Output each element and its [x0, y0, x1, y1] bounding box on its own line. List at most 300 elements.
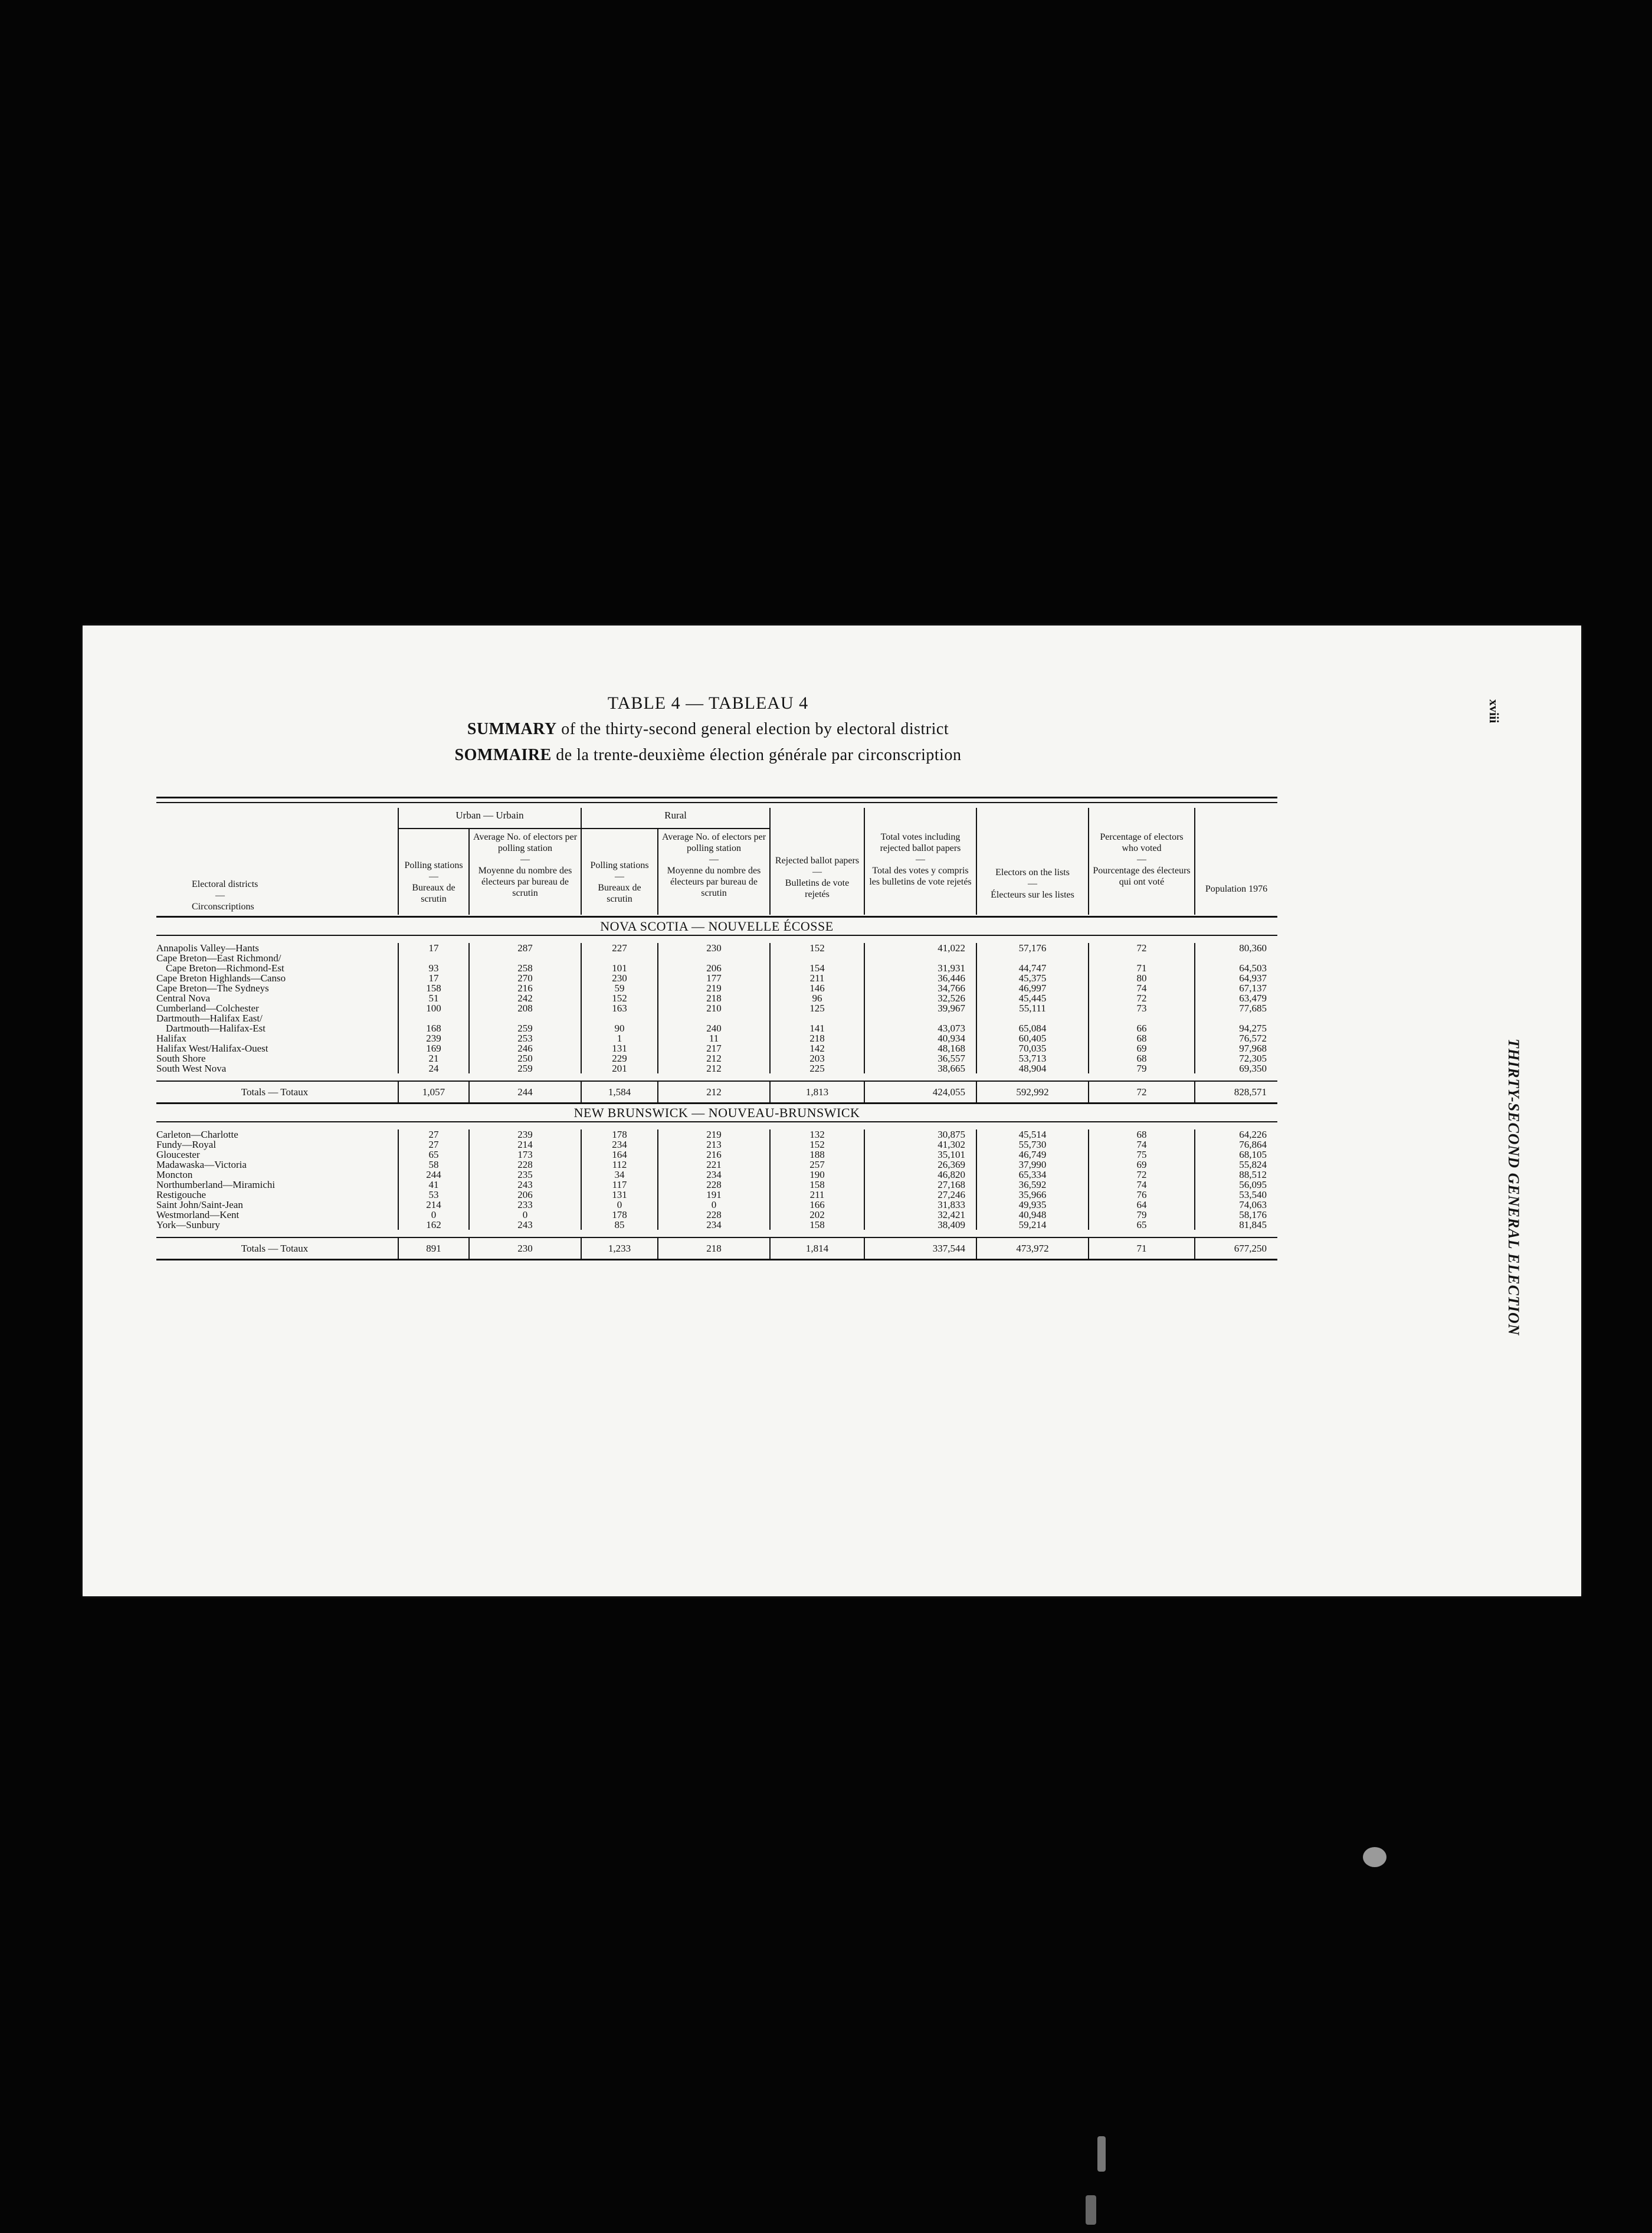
cell-population	[1195, 953, 1277, 963]
cell-rural-avg: 228	[658, 1180, 770, 1190]
cell-population: 67,137	[1195, 983, 1277, 993]
total-total-votes: 424,055	[864, 1081, 976, 1104]
cell-population: 94,275	[1195, 1023, 1277, 1033]
cell-population: 76,572	[1195, 1033, 1277, 1043]
cell-rejected: 142	[770, 1043, 864, 1053]
table-row	[156, 1003, 1277, 1013]
cell-urban-avg: 206	[469, 1190, 581, 1200]
cell-urban-avg: 253	[469, 1033, 581, 1043]
cell-rural-avg: 218	[658, 993, 770, 1003]
cell-urban-avg: 243	[469, 1180, 581, 1190]
summary-english: SUMMARY of the thirty-second general election by electoral district	[467, 720, 949, 738]
cell-total-votes: 41,022	[864, 943, 976, 953]
total-total-votes: 337,544	[864, 1237, 976, 1260]
cell-rural-avg: 221	[658, 1160, 770, 1170]
cell-rejected: 141	[770, 1023, 864, 1033]
cell-urban-avg: 243	[469, 1220, 581, 1230]
cell-pct: 80	[1089, 973, 1195, 983]
header-rejected: Rejected ballot papers — Bulletins de vote rejetés	[770, 808, 864, 915]
header-rural-average: Average No. of electors per polling station — Moyenne du nombre des électeurs par bureau de scrutin	[658, 829, 770, 915]
cell-urban-ps: 244	[398, 1170, 469, 1180]
cell-rural-avg: 234	[658, 1220, 770, 1230]
cell-rural-avg: 0	[658, 1200, 770, 1210]
cell-urban-ps: 53	[398, 1190, 469, 1200]
cell-total-votes: 43,073	[864, 1023, 976, 1033]
summary-french: SOMMAIRE de la trente-deuxième élection générale par circonscription	[454, 746, 962, 764]
total-rural-avg: 212	[658, 1081, 770, 1104]
cell-electors: 55,111	[976, 1003, 1089, 1013]
total-population: 828,571	[1195, 1081, 1277, 1104]
total-rejected: 1,814	[770, 1237, 864, 1260]
cell-total-votes: 30,875	[864, 1129, 976, 1140]
cell-pct: 72	[1089, 1170, 1195, 1180]
cell-rural-ps: 227	[581, 943, 658, 953]
cell-rural-avg: 230	[658, 943, 770, 953]
cell-urban-ps: 93	[398, 963, 469, 973]
cell-urban-avg: 287	[469, 943, 581, 953]
cell-rejected: 166	[770, 1200, 864, 1210]
cell-population: 68,105	[1195, 1150, 1277, 1160]
cell-urban-avg: 173	[469, 1150, 581, 1160]
cell-rural-avg: 219	[658, 983, 770, 993]
cell-total-votes: 46,820	[864, 1170, 976, 1180]
cell-electors: 65,334	[976, 1170, 1089, 1180]
cell-total-votes: 35,101	[864, 1150, 976, 1160]
cell-rural-ps: 117	[581, 1180, 658, 1190]
cell-population: 80,360	[1195, 943, 1277, 953]
cell-electors: 57,176	[976, 943, 1089, 953]
cell-pct: 64	[1089, 1200, 1195, 1210]
cell-rural-avg: 219	[658, 1129, 770, 1140]
cell-urban-ps: 27	[398, 1140, 469, 1150]
cell-urban-ps: 100	[398, 1003, 469, 1013]
cell-urban-ps: 168	[398, 1023, 469, 1033]
district-name: Cape Breton—East Richmond/	[156, 952, 281, 964]
cell-rural-ps: 178	[581, 1210, 658, 1220]
district-name: Restigouche	[156, 1189, 206, 1200]
total-rural-ps: 1,584	[581, 1081, 658, 1104]
cell-pct: 79	[1089, 1210, 1195, 1220]
header-urban-stations: Polling stations — Bureaux de scrutin	[398, 829, 469, 915]
cell-urban-avg: 242	[469, 993, 581, 1003]
results-table-wrapper	[156, 797, 1277, 1260]
cell-urban-ps: 169	[398, 1043, 469, 1053]
cell-rejected	[770, 953, 864, 963]
cell-pct: 74	[1089, 1140, 1195, 1150]
table-row	[156, 1180, 1277, 1190]
district-name: Moncton	[156, 1169, 193, 1180]
cell-rural-ps: 178	[581, 1129, 658, 1140]
table-row	[156, 1190, 1277, 1200]
cell-urban-ps: 24	[398, 1063, 469, 1073]
cell-total-votes: 41,302	[864, 1140, 976, 1150]
cell-electors: 44,747	[976, 963, 1089, 973]
cell-pct: 71	[1089, 963, 1195, 973]
cell-rural-avg: 212	[658, 1063, 770, 1073]
table-row	[156, 1210, 1277, 1220]
total-urban-avg: 244	[469, 1081, 581, 1104]
cell-total-votes: 31,931	[864, 963, 976, 973]
cell-urban-avg: 259	[469, 1023, 581, 1033]
district-name: Dartmouth—Halifax East/	[156, 1013, 263, 1024]
cell-rejected: 125	[770, 1003, 864, 1013]
cell-rural-ps: 34	[581, 1170, 658, 1180]
cell-pct: 68	[1089, 1033, 1195, 1043]
header-percentage: Percentage of electors who voted — Pourcentage des électeurs qui ont voté	[1089, 808, 1195, 915]
cell-electors: 46,749	[976, 1150, 1089, 1160]
cell-urban-ps: 17	[398, 973, 469, 983]
cell-rural-avg: 217	[658, 1043, 770, 1053]
cell-total-votes: 34,766	[864, 983, 976, 993]
cell-rural-avg: 210	[658, 1003, 770, 1013]
district-name: Madawaska—Victoria	[156, 1159, 247, 1170]
header-districts: Electoral districts — Circonscriptions	[192, 879, 258, 912]
cell-pct: 74	[1089, 1180, 1195, 1190]
district-name: Central Nova	[156, 993, 211, 1004]
cell-electors: 55,730	[976, 1140, 1089, 1150]
cell-urban-avg: 239	[469, 1129, 581, 1140]
cell-urban-ps: 158	[398, 983, 469, 993]
cell-population: 97,968	[1195, 1043, 1277, 1053]
running-header: THIRTY-SECOND GENERAL ELECTION	[1505, 1039, 1522, 1336]
total-rural-avg: 218	[658, 1237, 770, 1260]
cell-electors: 53,713	[976, 1053, 1089, 1063]
cell-urban-ps: 51	[398, 993, 469, 1003]
cell-urban-avg: 250	[469, 1053, 581, 1063]
cell-electors: 46,997	[976, 983, 1089, 993]
district-name: Dartmouth—Halifax-Est	[166, 1023, 266, 1034]
cell-pct: 75	[1089, 1150, 1195, 1160]
cell-rejected: 188	[770, 1150, 864, 1160]
cell-rural-ps: 131	[581, 1043, 658, 1053]
total-population: 677,250	[1195, 1237, 1277, 1260]
cell-rural-avg: 11	[658, 1033, 770, 1043]
cell-pct: 76	[1089, 1190, 1195, 1200]
cell-pct: 74	[1089, 983, 1195, 993]
cell-urban-avg: 246	[469, 1043, 581, 1053]
total-pct: 71	[1089, 1237, 1195, 1260]
cell-total-votes: 48,168	[864, 1043, 976, 1053]
cell-rural-avg: 191	[658, 1190, 770, 1200]
totals-row	[156, 1081, 1277, 1104]
cell-urban-avg: 259	[469, 1063, 581, 1073]
cell-urban-avg: 258	[469, 963, 581, 973]
cell-urban-ps: 0	[398, 1210, 469, 1220]
cell-population: 53,540	[1195, 1190, 1277, 1200]
cell-total-votes: 26,369	[864, 1160, 976, 1170]
cell-rural-ps: 59	[581, 983, 658, 993]
cell-electors: 40,948	[976, 1210, 1089, 1220]
district-name: Saint John/Saint-Jean	[156, 1199, 243, 1210]
cell-urban-avg: 208	[469, 1003, 581, 1013]
cell-rejected: 190	[770, 1170, 864, 1180]
cell-rural-avg: 212	[658, 1053, 770, 1063]
cell-population: 88,512	[1195, 1170, 1277, 1180]
cell-electors	[976, 953, 1089, 963]
table-row	[156, 1013, 1277, 1023]
cell-electors: 45,445	[976, 993, 1089, 1003]
cell-rural-avg: 177	[658, 973, 770, 983]
cell-urban-ps: 214	[398, 1200, 469, 1210]
district-name: Gloucester	[156, 1149, 200, 1160]
district-name: Carleton—Charlotte	[156, 1129, 238, 1140]
cell-pct: 69	[1089, 1160, 1195, 1170]
table-title: TABLE 4 — TABLEAU 4	[607, 693, 809, 713]
cell-rural-ps: 101	[581, 963, 658, 973]
district-name: Westmorland—Kent	[156, 1209, 240, 1220]
district-name: Annapolis Valley—Hants	[156, 942, 259, 954]
cell-rural-ps: 0	[581, 1200, 658, 1210]
cell-rejected: 225	[770, 1063, 864, 1073]
cell-urban-ps: 65	[398, 1150, 469, 1160]
cell-pct: 66	[1089, 1023, 1195, 1033]
total-pct: 72	[1089, 1081, 1195, 1104]
cell-population: 69,350	[1195, 1063, 1277, 1073]
cell-rural-avg	[658, 953, 770, 963]
cell-rejected: 158	[770, 1220, 864, 1230]
cell-pct: 68	[1089, 1129, 1195, 1140]
cell-electors: 70,035	[976, 1043, 1089, 1053]
header-urban-average: Average No. of electors per polling station — Moyenne du nombre des électeurs par bureau de scrutin	[469, 829, 581, 915]
cell-population: 81,845	[1195, 1220, 1277, 1230]
total-electors: 592,992	[976, 1081, 1089, 1104]
table-row	[156, 1033, 1277, 1043]
cell-total-votes: 32,526	[864, 993, 976, 1003]
cell-rural-ps: 234	[581, 1140, 658, 1150]
cell-rural-ps	[581, 953, 658, 963]
cell-population: 64,937	[1195, 973, 1277, 983]
cell-urban-avg	[469, 953, 581, 963]
section-header-row	[156, 917, 1277, 936]
results-table	[156, 797, 1277, 1260]
cell-total-votes: 36,446	[864, 973, 976, 983]
cell-population: 56,095	[1195, 1180, 1277, 1190]
cell-rejected	[770, 1013, 864, 1023]
cell-population: 58,176	[1195, 1210, 1277, 1220]
cell-rural-ps	[581, 1013, 658, 1023]
cell-electors: 48,904	[976, 1063, 1089, 1073]
cell-rural-avg: 234	[658, 1170, 770, 1180]
cell-electors: 59,214	[976, 1220, 1089, 1230]
cell-rejected: 146	[770, 983, 864, 993]
cell-rejected: 154	[770, 963, 864, 973]
header-population: Population 1976	[1195, 808, 1277, 915]
cell-rural-ps: 152	[581, 993, 658, 1003]
cell-rural-ps: 230	[581, 973, 658, 983]
cell-rejected: 211	[770, 1190, 864, 1200]
district-name: York—Sunbury	[156, 1219, 220, 1230]
district-name: Cape Breton—Richmond-Est	[166, 962, 284, 974]
table-row	[156, 973, 1277, 983]
cell-urban-avg: 270	[469, 973, 581, 983]
section-header-row	[156, 1104, 1277, 1122]
cell-urban-avg: 228	[469, 1160, 581, 1170]
cell-urban-avg: 216	[469, 983, 581, 993]
cell-population: 64,226	[1195, 1129, 1277, 1140]
district-name: Cumberland—Colchester	[156, 1003, 259, 1014]
cell-urban-avg: 214	[469, 1140, 581, 1150]
cell-urban-ps: 17	[398, 943, 469, 953]
cell-rural-ps: 112	[581, 1160, 658, 1170]
cell-urban-ps	[398, 953, 469, 963]
cell-rejected: 132	[770, 1129, 864, 1140]
cell-pct: 69	[1089, 1043, 1195, 1053]
page-number: xviii	[1487, 699, 1502, 723]
cell-rural-avg: 240	[658, 1023, 770, 1033]
totals-label: Totals — Totaux	[156, 1081, 398, 1104]
cell-electors: 65,084	[976, 1023, 1089, 1033]
table-row	[156, 1053, 1277, 1063]
cell-rejected: 203	[770, 1053, 864, 1063]
table-row	[156, 963, 1277, 973]
cell-rejected: 218	[770, 1033, 864, 1043]
film-speck	[1097, 2136, 1106, 2172]
total-rejected: 1,813	[770, 1081, 864, 1104]
cell-population	[1195, 1013, 1277, 1023]
table-row	[156, 993, 1277, 1003]
cell-population: 55,824	[1195, 1160, 1277, 1170]
cell-pct: 72	[1089, 943, 1195, 953]
cell-rural-ps: 201	[581, 1063, 658, 1073]
cell-electors: 37,990	[976, 1160, 1089, 1170]
cell-total-votes: 39,967	[864, 1003, 976, 1013]
cell-rejected: 202	[770, 1210, 864, 1220]
total-urban-ps: 891	[398, 1237, 469, 1260]
cell-rural-ps: 229	[581, 1053, 658, 1063]
table-row	[156, 953, 1277, 963]
cell-electors	[976, 1013, 1089, 1023]
table-row	[156, 1129, 1277, 1140]
cell-total-votes: 31,833	[864, 1200, 976, 1210]
cell-pct: 79	[1089, 1063, 1195, 1073]
cell-population: 74,063	[1195, 1200, 1277, 1210]
cell-total-votes	[864, 953, 976, 963]
table-row	[156, 1170, 1277, 1180]
cell-electors: 60,405	[976, 1033, 1089, 1043]
cell-electors: 45,375	[976, 973, 1089, 983]
cell-electors: 36,592	[976, 1180, 1089, 1190]
header-total-votes: Total votes including rejected ballot papers — Total des votes y compris les bulletins de vote rejetés	[864, 808, 976, 915]
cell-population: 77,685	[1195, 1003, 1277, 1013]
district-name: Fundy—Royal	[156, 1139, 217, 1150]
cell-rural-ps: 164	[581, 1150, 658, 1160]
cell-total-votes: 38,665	[864, 1063, 976, 1073]
cell-urban-ps: 162	[398, 1220, 469, 1230]
cell-rural-avg: 213	[658, 1140, 770, 1150]
cell-rural-avg: 216	[658, 1150, 770, 1160]
title-block	[83, 690, 1333, 768]
cell-urban-ps	[398, 1013, 469, 1023]
cell-urban-ps: 58	[398, 1160, 469, 1170]
table-row	[156, 983, 1277, 993]
table-body	[156, 917, 1277, 1260]
table-row	[156, 1023, 1277, 1033]
cell-urban-ps: 27	[398, 1129, 469, 1140]
cell-rejected: 257	[770, 1160, 864, 1170]
cell-urban-avg: 235	[469, 1170, 581, 1180]
cell-total-votes	[864, 1013, 976, 1023]
district-name: South West Nova	[156, 1063, 227, 1074]
cell-rural-avg	[658, 1013, 770, 1023]
table-row	[156, 1200, 1277, 1210]
cell-pct: 72	[1089, 993, 1195, 1003]
cell-rural-ps: 90	[581, 1023, 658, 1033]
cell-rural-avg: 206	[658, 963, 770, 973]
district-name: South Shore	[156, 1053, 206, 1064]
cell-rejected: 158	[770, 1180, 864, 1190]
spacer-row	[156, 1230, 1277, 1237]
header-urban-group: Urban — Urbain	[398, 808, 581, 829]
cell-pct	[1089, 953, 1195, 963]
table-row	[156, 1150, 1277, 1160]
cell-population: 63,479	[1195, 993, 1277, 1003]
cell-electors: 49,935	[976, 1200, 1089, 1210]
totals-label: Totals — Totaux	[156, 1237, 398, 1260]
cell-total-votes: 40,934	[864, 1033, 976, 1043]
cell-rural-avg: 228	[658, 1210, 770, 1220]
cell-urban-ps: 41	[398, 1180, 469, 1190]
table-row	[156, 1160, 1277, 1170]
cell-total-votes: 38,409	[864, 1220, 976, 1230]
cell-rejected: 211	[770, 973, 864, 983]
cell-total-votes: 32,421	[864, 1210, 976, 1220]
cell-pct	[1089, 1013, 1195, 1023]
table-row	[156, 943, 1277, 953]
district-name: Cape Breton Highlands—Canso	[156, 973, 286, 984]
film-speck	[1363, 1847, 1386, 1867]
cell-rural-ps: 1	[581, 1033, 658, 1043]
header-rural-group: Rural	[581, 808, 770, 829]
cell-pct: 68	[1089, 1053, 1195, 1063]
district-name: Halifax	[156, 1033, 186, 1044]
cell-urban-ps: 239	[398, 1033, 469, 1043]
cell-rejected: 152	[770, 1140, 864, 1150]
district-name: Halifax West/Halifax-Ouest	[156, 1043, 268, 1054]
totals-row	[156, 1237, 1277, 1260]
cell-total-votes: 36,557	[864, 1053, 976, 1063]
total-rural-ps: 1,233	[581, 1237, 658, 1260]
header-electors: Electors on the lists — Électeurs sur les listes	[976, 808, 1089, 915]
cell-electors: 45,514	[976, 1129, 1089, 1140]
cell-pct: 73	[1089, 1003, 1195, 1013]
cell-total-votes: 27,168	[864, 1180, 976, 1190]
district-name: Cape Breton—The Sydneys	[156, 983, 269, 994]
cell-urban-avg	[469, 1013, 581, 1023]
cell-rural-ps: 131	[581, 1190, 658, 1200]
district-name: Northumberland—Miramichi	[156, 1179, 276, 1190]
table-row	[156, 1043, 1277, 1053]
table-row	[156, 1063, 1277, 1073]
cell-pct: 65	[1089, 1220, 1195, 1230]
section-title: NOVA SCOTIA — NOUVELLE ÉCOSSE	[156, 917, 1277, 936]
cell-rejected: 96	[770, 993, 864, 1003]
section-title: NEW BRUNSWICK — NOUVEAU-BRUNSWICK	[156, 1104, 1277, 1122]
spacer-row	[156, 1073, 1277, 1081]
header-rural-stations: Polling stations — Bureaux de scrutin	[581, 829, 658, 915]
cell-rural-ps: 85	[581, 1220, 658, 1230]
total-urban-avg: 230	[469, 1237, 581, 1260]
total-electors: 473,972	[976, 1237, 1089, 1260]
table-row	[156, 1220, 1277, 1230]
cell-urban-avg: 0	[469, 1210, 581, 1220]
cell-population: 76,864	[1195, 1140, 1277, 1150]
cell-electors: 35,966	[976, 1190, 1089, 1200]
cell-total-votes: 27,246	[864, 1190, 976, 1200]
cell-urban-ps: 21	[398, 1053, 469, 1063]
cell-population: 72,305	[1195, 1053, 1277, 1063]
cell-rural-ps: 163	[581, 1003, 658, 1013]
cell-urban-avg: 233	[469, 1200, 581, 1210]
